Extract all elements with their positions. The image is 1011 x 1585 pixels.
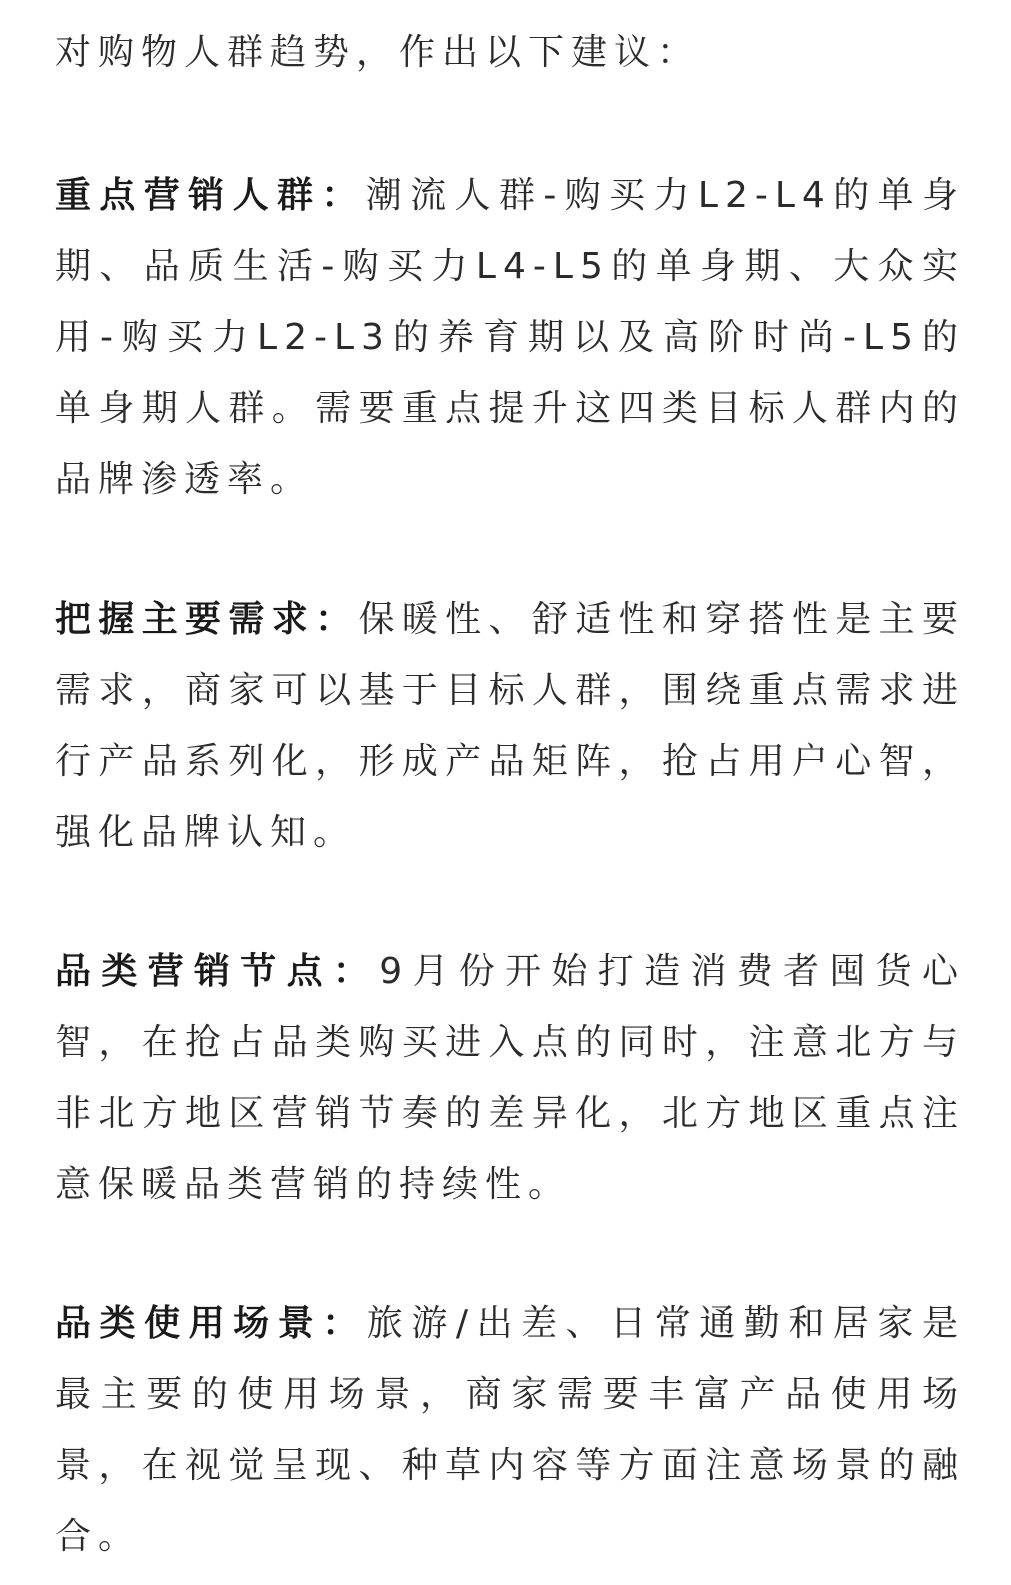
section-heading: 品类营销节点： [55,951,380,992]
section-heading: 把握主要需求： [55,599,359,640]
intro-paragraph: 对购物人群趋势，作出以下建议： [55,32,701,73]
article-body [55,18,965,1557]
section-text: 潮流人群-购买力L2-L4的单身期、品质生活-购买力L4-L5的单身期、大众实用-购买力L2-L3的养育期以及高阶时尚-L5的单身期人群。需要重点提升这四类目标人群内的品牌渗透率。 [55,175,965,500]
section-key-marketing-crowd [55,160,965,515]
section-category-marketing-node [55,936,965,1220]
section-text: 保暖性、舒适性和穿搭性是主要需求，商家可以基于目标人群，围绕重点需求进行产品系列化，形成产品矩阵，抢占用户心智，强化品牌认知。 [55,599,965,853]
section-text: 9月份开始打造消费者囤货心智，在抢占品类购买进入点的同时，注意北方与非北方地区营销节奏的差异化，北方地区重点注意保暖品类营销的持续性。 [55,951,965,1205]
section-category-usage-scene [55,1288,965,1572]
section-heading: 品类使用场景： [55,1303,367,1344]
section-text: 旅游/出差、日常通勤和居家是最主要的使用场景，商家需要丰富产品使用场景，在视觉呈现、种草内容等方面注意场景的融合。 [55,1303,965,1557]
section-main-demand [55,584,965,868]
section-heading: 重点营销人群： [55,175,366,216]
